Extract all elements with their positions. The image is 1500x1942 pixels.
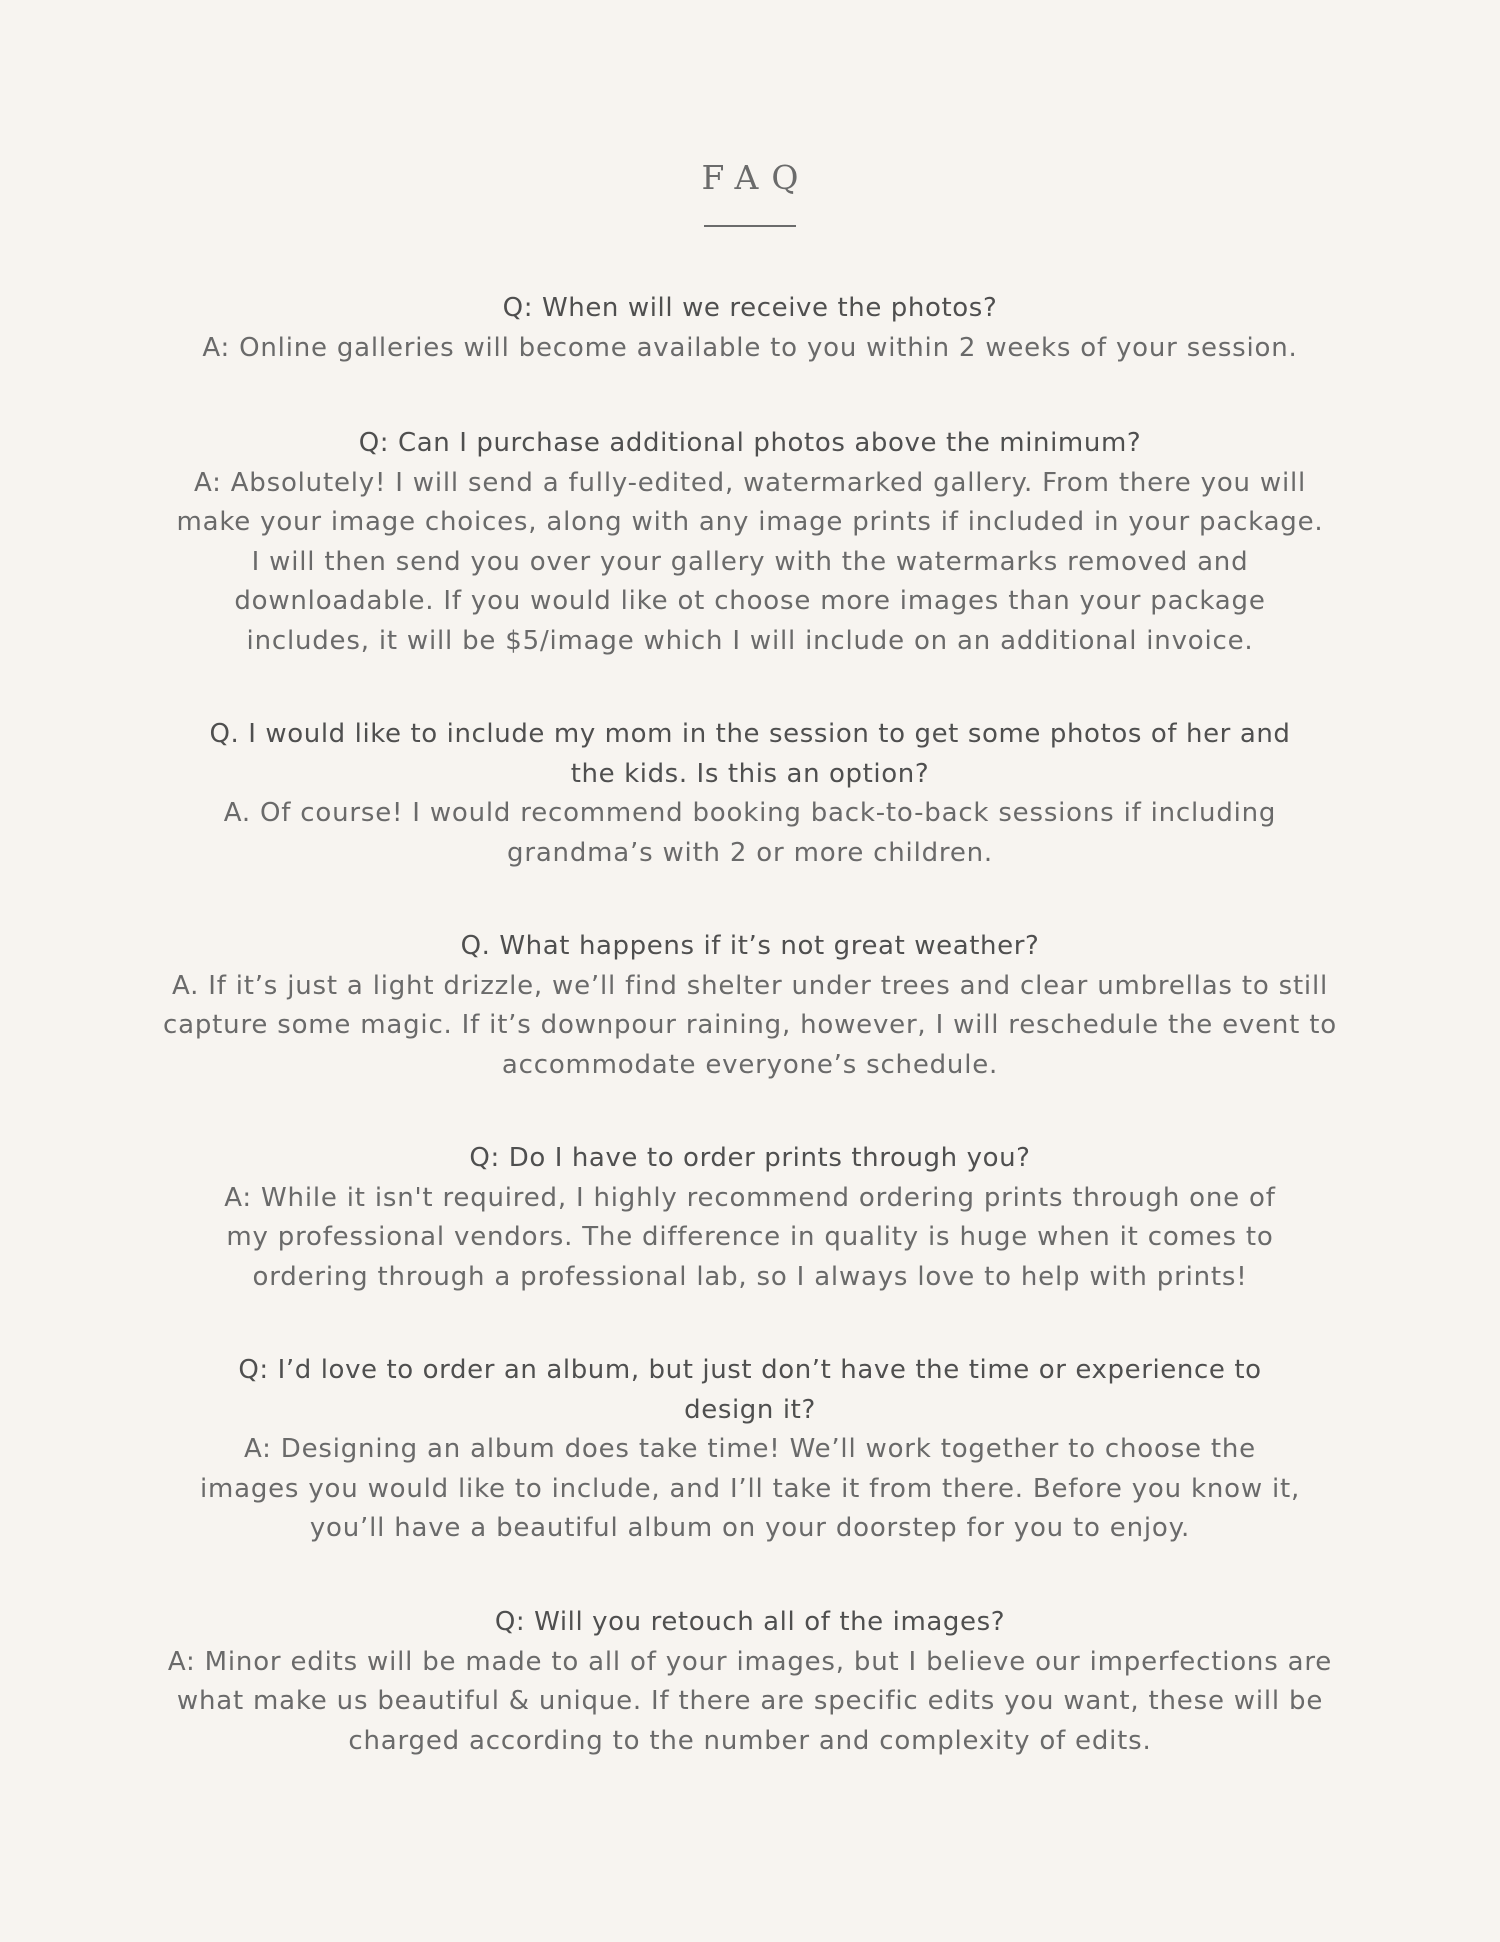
- faq-answer-line: I will then send you over your gallery with the watermarks removed and: [251, 546, 1249, 577]
- faq-question-line: the kids. Is this an option?: [570, 758, 930, 789]
- faq-answer-line: accommodate everyone’s schedule.: [501, 1049, 999, 1080]
- faq-answer-line: capture some magic. If it’s downpour raining, however, I will reschedule the event to: [163, 1010, 1337, 1040]
- faq-answer-line: A: While it isn't required, I highly recommend ordering prints through one of: [224, 1182, 1276, 1213]
- faq-answer: [160, 794, 1340, 873]
- faq-item-5: [160, 1139, 1340, 1297]
- faq-answer-line: downloadable. If you would like ot choose more images than your package: [234, 586, 1266, 616]
- faq-answer-line: A: Minor edits will be made to all of your images, but I believe our imperfections are: [167, 1646, 1333, 1677]
- faq-question: [160, 1603, 1340, 1643]
- faq-answer: [160, 329, 1340, 369]
- faq-question-line: Q: Will you retouch all of the images?: [494, 1607, 1006, 1637]
- faq-answer-line: includes, it will be $5/image which I will include on an additional invoice.: [246, 625, 1254, 656]
- faq-answer-line: A: Designing an album does take time! We’ll work together to choose the: [244, 1434, 1256, 1464]
- faq-item-3: [160, 715, 1340, 873]
- faq-question-line: Q: When will we receive the photos?: [502, 293, 998, 323]
- faq-item-6: [160, 1351, 1340, 1549]
- faq-question: [160, 1351, 1340, 1430]
- faq-question: [160, 1139, 1340, 1179]
- faq-answer: [160, 1179, 1340, 1298]
- faq-item-4: [160, 927, 1340, 1085]
- faq-answer-line: grandma’s with 2 or more children.: [507, 837, 993, 868]
- faq-answer-line: make your image choices, along with any image prints if included in your package.: [176, 507, 1324, 537]
- faq-answer-line: you’ll have a beautiful album on your doorstep for you to enjoy.: [309, 1513, 1191, 1543]
- faq-answer-line: images you would like to include, and I’ll take it from there. Before you know it,: [199, 1473, 1301, 1504]
- title-divider: [704, 225, 796, 227]
- faq-question: [160, 715, 1340, 794]
- page-title: FAQ: [701, 158, 812, 197]
- faq-answer-line: what make us beautiful & unique. If there are specific edits you want, these will be: [176, 1686, 1324, 1716]
- faq-answer-line: A: Absolutely! I will send a fully-edited, watermarked gallery. From there you will: [193, 467, 1307, 498]
- faq-answer-line: A. If it’s just a light drizzle, we’ll find shelter under trees and clear umbrellas to still: [171, 970, 1329, 1001]
- faq-answer: [160, 464, 1340, 662]
- faq-answer-line: charged according to the number and complexity of edits.: [348, 1725, 1152, 1756]
- faq-question: [160, 927, 1340, 967]
- faq-answer-line: A: Online galleries will become available to you within 2 weeks of your session.: [202, 332, 1298, 363]
- faq-answer: [160, 1643, 1340, 1762]
- faq-question-line: Q: Do I have to order prints through you?: [469, 1143, 1031, 1173]
- faq-question-line: design it?: [684, 1394, 816, 1425]
- faq-question-line: Q. What happens if it’s not great weather?: [460, 931, 1040, 961]
- faq-question-line: Q: I’d love to order an album, but just don’t have the time or experience to: [238, 1355, 1262, 1385]
- faq-question-line: Q. I would like to include my mom in the session to get some photos of her and: [209, 719, 1291, 749]
- faq-question: [160, 424, 1340, 464]
- faq-question: [160, 289, 1340, 329]
- faq-item-2: [160, 424, 1340, 661]
- faq-answer-line: my professional vendors. The difference in quality is huge when it comes to: [226, 1222, 1274, 1252]
- faq-answer: [160, 1430, 1340, 1549]
- faq-answer: [160, 967, 1340, 1086]
- faq-item-7: [160, 1603, 1340, 1761]
- faq-answer-line: ordering through a professional lab, so I always love to help with prints!: [252, 1261, 1248, 1292]
- faq-item-1: [160, 289, 1340, 368]
- faq-question-line: Q: Can I purchase additional photos above the minimum?: [358, 428, 1142, 458]
- faq-answer-line: A. Of course! I would recommend booking back-to-back sessions if including: [223, 798, 1277, 828]
